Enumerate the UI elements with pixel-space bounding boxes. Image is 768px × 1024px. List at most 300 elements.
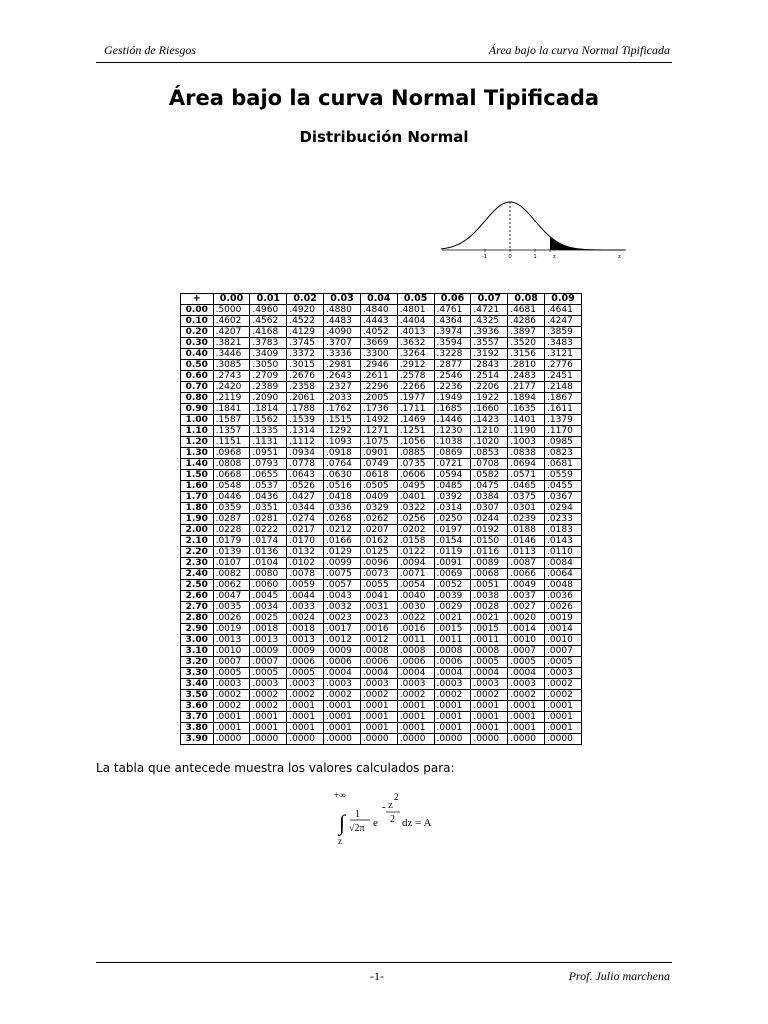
table-cell: .1711	[397, 404, 434, 415]
table-cell: .0107	[213, 558, 250, 569]
table-cell: .0217	[287, 525, 324, 536]
table-cell: .0001	[545, 723, 582, 734]
table-cell: .0808	[213, 459, 250, 470]
table-cell: .0008	[360, 646, 397, 657]
table-cell: .0571	[508, 470, 545, 481]
table-cell: .0005	[287, 668, 324, 679]
row-z-label: 3.50	[181, 690, 214, 701]
table-cell: .3632	[397, 338, 434, 349]
column-header: 0.01	[250, 294, 287, 305]
table-cell: .0006	[434, 657, 471, 668]
column-header: 0.04	[360, 294, 397, 305]
table-cell: .2148	[545, 382, 582, 393]
table-cell: .0006	[324, 657, 361, 668]
table-cell: .0001	[287, 712, 324, 723]
table-cell: .1093	[324, 437, 361, 448]
table-cell: .1038	[434, 437, 471, 448]
row-z-label: 3.40	[181, 679, 214, 690]
table-cell: .1020	[471, 437, 508, 448]
table-cell: .0018	[287, 624, 324, 635]
table-corner-header: +	[181, 294, 214, 305]
table-cell: .4443	[360, 316, 397, 327]
table-row	[181, 382, 582, 393]
table-cell: .0021	[434, 613, 471, 624]
table-cell: .0764	[324, 459, 361, 470]
table-cell: .1736	[360, 404, 397, 415]
table-cell: .0031	[360, 602, 397, 613]
table-cell: .0037	[508, 591, 545, 602]
table-cell: .0011	[434, 635, 471, 646]
table-cell: .0668	[213, 470, 250, 481]
footer-divider	[96, 962, 672, 963]
table-cell: .4522	[287, 316, 324, 327]
table-cell: .3192	[471, 349, 508, 360]
table-cell: .1056	[397, 437, 434, 448]
table-row	[181, 624, 582, 635]
row-z-label: 0.80	[181, 393, 214, 404]
table-cell: .0256	[397, 514, 434, 525]
table-cell: .1814	[250, 404, 287, 415]
table-cell: .4207	[213, 327, 250, 338]
table-cell: .4483	[324, 316, 361, 327]
row-z-label: 0.60	[181, 371, 214, 382]
table-cell: .0002	[471, 690, 508, 701]
table-cell: .0002	[250, 701, 287, 712]
formula-integral-sign: ∫	[339, 810, 346, 835]
table-cell: .2033	[324, 393, 361, 404]
table-cell: .0188	[508, 525, 545, 536]
table-cell: .0099	[324, 558, 361, 569]
table-row	[181, 338, 582, 349]
table-cell: .0048	[545, 580, 582, 591]
table-cell: .0004	[434, 668, 471, 679]
table-cell: .0002	[545, 690, 582, 701]
table-cell: .0618	[360, 470, 397, 481]
table-cell: .1922	[471, 393, 508, 404]
table-cell: .2611	[360, 371, 397, 382]
table-cell: .4681	[508, 305, 545, 316]
table-header-row	[181, 294, 582, 305]
table-cell: .0125	[360, 547, 397, 558]
column-header: 0.06	[434, 294, 471, 305]
table-cell: .1230	[434, 426, 471, 437]
table-cell: .0968	[213, 448, 250, 459]
table-cell: .1685	[434, 404, 471, 415]
table-cell: .0034	[250, 602, 287, 613]
table-cell: .0001	[397, 701, 434, 712]
table-cell: .0016	[397, 624, 434, 635]
table-cell: .0002	[360, 690, 397, 701]
table-cell: .0002	[397, 690, 434, 701]
table-cell: .0985	[545, 437, 582, 448]
table-cell: .0005	[471, 657, 508, 668]
table-cell: .0446	[213, 492, 250, 503]
table-cell: .1587	[213, 415, 250, 426]
table-cell: .0336	[324, 503, 361, 514]
table-cell: .0000	[324, 734, 361, 745]
table-cell: .0427	[287, 492, 324, 503]
table-cell: .2061	[287, 393, 324, 404]
table-cell: .1335	[250, 426, 287, 437]
table-row	[181, 316, 582, 327]
table-cell: .0052	[434, 580, 471, 591]
table-cell: .3669	[360, 338, 397, 349]
table-cell: .0606	[397, 470, 434, 481]
table-cell: .1469	[397, 415, 434, 426]
table-cell: .0250	[434, 514, 471, 525]
table-cell: .3300	[360, 349, 397, 360]
table-cell: .4168	[250, 327, 287, 338]
normal-curve-figure	[440, 188, 630, 262]
table-cell: .1251	[397, 426, 434, 437]
table-cell: .0016	[360, 624, 397, 635]
table-row	[181, 426, 582, 437]
table-cell: .0002	[213, 701, 250, 712]
table-cell: .0008	[397, 646, 434, 657]
table-row	[181, 657, 582, 668]
table-cell: .0018	[250, 624, 287, 635]
table-row	[181, 536, 582, 547]
row-z-label: 3.10	[181, 646, 214, 657]
table-cell: .0002	[213, 690, 250, 701]
table-cell: .0004	[508, 668, 545, 679]
table-cell: .1788	[287, 404, 324, 415]
row-z-label: 2.80	[181, 613, 214, 624]
table-cell: .0166	[324, 536, 361, 547]
table-cell: .2643	[324, 371, 361, 382]
table-cell: .0001	[250, 712, 287, 723]
table-cell: .0274	[287, 514, 324, 525]
table-cell: .0001	[360, 723, 397, 734]
table-cell: .0951	[250, 448, 287, 459]
table-cell: .0057	[324, 580, 361, 591]
table-cell: .0044	[287, 591, 324, 602]
table-cell: .0087	[508, 558, 545, 569]
table-cell: .0001	[397, 712, 434, 723]
axis-label-minus-1: -1	[482, 254, 487, 260]
table-cell: .0582	[471, 470, 508, 481]
row-z-label: 2.30	[181, 558, 214, 569]
row-z-label: 2.00	[181, 525, 214, 536]
table-cell: .1515	[324, 415, 361, 426]
table-cell: .2743	[213, 371, 250, 382]
table-cell: .0011	[471, 635, 508, 646]
table-cell: .1949	[434, 393, 471, 404]
table-cell: .2483	[508, 371, 545, 382]
table-cell: .0010	[213, 646, 250, 657]
table-cell: .4562	[250, 316, 287, 327]
formula-lower-limit: z	[338, 836, 342, 846]
table-cell: .0003	[545, 668, 582, 679]
table-cell: .2546	[434, 371, 471, 382]
table-cell: .0080	[250, 569, 287, 580]
table-row	[181, 734, 582, 745]
row-z-label: 2.20	[181, 547, 214, 558]
table-cell: .0001	[434, 701, 471, 712]
table-row	[181, 360, 582, 371]
table-cell: .0020	[508, 613, 545, 624]
table-cell: .0001	[508, 701, 545, 712]
row-z-label: 3.80	[181, 723, 214, 734]
table-cell: .0000	[471, 734, 508, 745]
table-cell: .0022	[397, 613, 434, 624]
formula-exp-minus: -	[382, 801, 386, 813]
table-cell: .3520	[508, 338, 545, 349]
table-body	[181, 305, 582, 745]
table-cell: .0001	[545, 701, 582, 712]
table-cell: .0207	[360, 525, 397, 536]
table-cell: .0681	[545, 459, 582, 470]
table-cell: .0009	[287, 646, 324, 657]
table-cell: .0060	[250, 580, 287, 591]
table-cell: .0000	[508, 734, 545, 745]
table-cell: .0029	[434, 602, 471, 613]
table-cell: .0526	[287, 481, 324, 492]
table-cell: .2090	[250, 393, 287, 404]
table-cell: .0655	[250, 470, 287, 481]
table-cell: .0158	[397, 536, 434, 547]
formula-numerator: 1	[355, 809, 360, 820]
table-cell: .1401	[508, 415, 545, 426]
page-number: -1-	[370, 969, 384, 983]
footer-author: Prof. Julio marchena	[568, 969, 670, 983]
table-cell: .2206	[471, 382, 508, 393]
table-cell: .0344	[287, 503, 324, 514]
table-cell: .0823	[545, 448, 582, 459]
table-cell: .3121	[545, 349, 582, 360]
table-cell: .0000	[287, 734, 324, 745]
table-cell: .0010	[508, 635, 545, 646]
table-cell: .3936	[471, 327, 508, 338]
table-row	[181, 481, 582, 492]
table-cell: .0002	[508, 690, 545, 701]
table-cell: .4840	[360, 305, 397, 316]
row-z-label: 3.20	[181, 657, 214, 668]
table-cell: .0075	[324, 569, 361, 580]
z-table	[180, 293, 582, 745]
table-cell: .2578	[397, 371, 434, 382]
table-cell: .0222	[250, 525, 287, 536]
row-z-label: 0.50	[181, 360, 214, 371]
table-cell: .0026	[545, 602, 582, 613]
table-cell: .3745	[287, 338, 324, 349]
table-row	[181, 349, 582, 360]
table-cell: .0643	[287, 470, 324, 481]
shaded-tail-area	[550, 237, 625, 250]
table-cell: .3156	[508, 349, 545, 360]
table-cell: .0505	[360, 481, 397, 492]
table-cell: .1492	[360, 415, 397, 426]
table-row	[181, 404, 582, 415]
table-cell: .0038	[471, 591, 508, 602]
table-row	[181, 558, 582, 569]
table-cell: .0015	[434, 624, 471, 635]
header-right-text: Área bajo la curva Normal Tipificada	[488, 43, 670, 57]
table-cell: .3336	[324, 349, 361, 360]
page-title: Área bajo la curva Normal Tipificada	[168, 86, 600, 110]
table-row	[181, 492, 582, 503]
table-cell: .0384	[471, 492, 508, 503]
table-cell: .0708	[471, 459, 508, 470]
integral-formula	[322, 786, 452, 848]
table-cell: .0047	[213, 591, 250, 602]
row-z-label: 1.30	[181, 448, 214, 459]
column-header: 0.05	[397, 294, 434, 305]
table-cell: .0838	[508, 448, 545, 459]
table-cell: .0028	[471, 602, 508, 613]
table-cell: .0202	[397, 525, 434, 536]
table-cell: .0005	[508, 657, 545, 668]
axis-label-z-marker: z	[553, 254, 556, 260]
row-z-label: 2.70	[181, 602, 214, 613]
table-cell: .0537	[250, 481, 287, 492]
table-cell: .2877	[434, 360, 471, 371]
table-row	[181, 635, 582, 646]
table-cell: .0000	[213, 734, 250, 745]
table-cell: .0012	[324, 635, 361, 646]
table-cell: .0793	[250, 459, 287, 470]
table-cell: .4880	[324, 305, 361, 316]
table-cell: .0003	[324, 679, 361, 690]
table-cell: .1003	[508, 437, 545, 448]
table-cell: .2709	[250, 371, 287, 382]
table-row	[181, 470, 582, 481]
table-cell: .0008	[434, 646, 471, 657]
row-z-label: 0.20	[181, 327, 214, 338]
row-z-label: 3.70	[181, 712, 214, 723]
table-cell: .0154	[434, 536, 471, 547]
table-cell: .4920	[287, 305, 324, 316]
table-cell: .0082	[213, 569, 250, 580]
table-cell: .0010	[545, 635, 582, 646]
column-header: 0.07	[471, 294, 508, 305]
table-cell: .5000	[213, 305, 250, 316]
table-cell: .0004	[324, 668, 361, 679]
table-row	[181, 723, 582, 734]
table-row	[181, 701, 582, 712]
row-z-label: 0.10	[181, 316, 214, 327]
row-z-label: 1.90	[181, 514, 214, 525]
table-cell: .4286	[508, 316, 545, 327]
table-cell: .0007	[250, 657, 287, 668]
table-cell: .0122	[397, 547, 434, 558]
table-cell: .0019	[545, 613, 582, 624]
table-cell: .0003	[213, 679, 250, 690]
table-cell: .0035	[213, 602, 250, 613]
table-cell: .0401	[397, 492, 434, 503]
table-row	[181, 393, 582, 404]
table-cell: .0013	[213, 635, 250, 646]
table-cell: .0001	[471, 701, 508, 712]
table-cell: .0287	[213, 514, 250, 525]
table-cell: .0055	[360, 580, 397, 591]
table-cell: .4960	[250, 305, 287, 316]
table-cell: .0146	[508, 536, 545, 547]
table-cell: .0001	[360, 701, 397, 712]
header-left-text: Gestión de Riesgos	[104, 43, 196, 57]
table-cell: .0071	[397, 569, 434, 580]
table-cell: .2981	[324, 360, 361, 371]
table-cell: .0049	[508, 580, 545, 591]
table-row	[181, 327, 582, 338]
table-cell: .0359	[213, 503, 250, 514]
table-row	[181, 305, 582, 316]
table-cell: .1611	[545, 404, 582, 415]
column-header: 0.09	[545, 294, 582, 305]
column-header: 0.00	[213, 294, 250, 305]
table-cell: .0143	[545, 536, 582, 547]
table-cell: .0367	[545, 492, 582, 503]
table-cell: .0001	[324, 712, 361, 723]
table-cell: .1762	[324, 404, 361, 415]
table-cell: .3085	[213, 360, 250, 371]
table-cell: .0073	[360, 569, 397, 580]
table-cell: .0183	[545, 525, 582, 536]
column-header: 0.08	[508, 294, 545, 305]
table-cell: .0002	[250, 690, 287, 701]
table-cell: .0001	[324, 723, 361, 734]
table-cell: .0113	[508, 547, 545, 558]
table-cell: .3264	[397, 349, 434, 360]
table-cell: .0197	[434, 525, 471, 536]
table-cell: .0002	[545, 679, 582, 690]
table-cell: .0003	[250, 679, 287, 690]
row-z-label: 1.50	[181, 470, 214, 481]
table-cell: .0136	[250, 547, 287, 558]
table-cell: .0017	[324, 624, 361, 635]
table-cell: .0001	[471, 723, 508, 734]
axis-label-1: 1	[533, 254, 537, 260]
table-cell: .2266	[397, 382, 434, 393]
table-cell: .2843	[471, 360, 508, 371]
table-cell: .2389	[250, 382, 287, 393]
table-cell: .0045	[250, 591, 287, 602]
table-cell: .0162	[360, 536, 397, 547]
table-cell: .1894	[508, 393, 545, 404]
table-cell: .0021	[471, 613, 508, 624]
table-cell: .1210	[471, 426, 508, 437]
table-cell: .1841	[213, 404, 250, 415]
table-cell: .2005	[360, 393, 397, 404]
page-subtitle: Distribución Normal	[299, 128, 469, 146]
table-cell: .0239	[508, 514, 545, 525]
table-cell: .0027	[508, 602, 545, 613]
table-cell: .0006	[360, 657, 397, 668]
table-row	[181, 503, 582, 514]
row-z-label: 2.90	[181, 624, 214, 635]
table-row	[181, 437, 582, 448]
table-cell: .0000	[545, 734, 582, 745]
table-cell: .0040	[397, 591, 434, 602]
table-cell: .0001	[471, 712, 508, 723]
table-cell: .3557	[471, 338, 508, 349]
table-row	[181, 547, 582, 558]
table-cell: .1867	[545, 393, 582, 404]
table-cell: .0000	[434, 734, 471, 745]
table-cell: .2358	[287, 382, 324, 393]
table-cell: .0001	[508, 723, 545, 734]
table-cell: .3859	[545, 327, 582, 338]
axis-label-0: 0	[508, 254, 512, 260]
row-z-label: 0.90	[181, 404, 214, 415]
table-cell: .1190	[508, 426, 545, 437]
table-cell: .0003	[508, 679, 545, 690]
row-z-label: 1.70	[181, 492, 214, 503]
table-cell: .0329	[360, 503, 397, 514]
table-cell: .3409	[250, 349, 287, 360]
table-cell: .0735	[397, 459, 434, 470]
table-cell: .0089	[471, 558, 508, 569]
